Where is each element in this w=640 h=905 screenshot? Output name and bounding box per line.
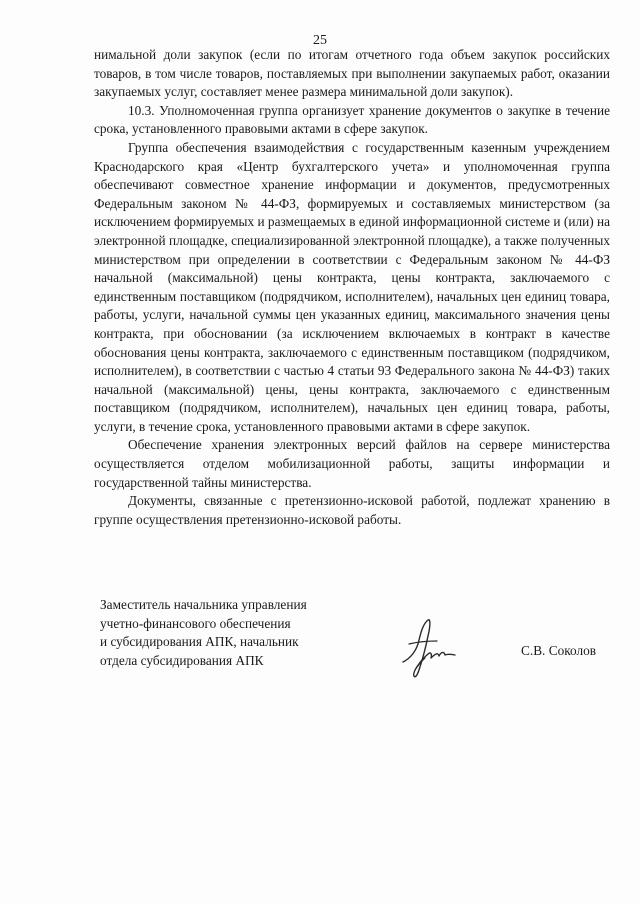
position-line: Заместитель начальника управления <box>100 597 307 612</box>
signatory-position <box>100 596 360 670</box>
paragraph-claims-documents: Документы, связанные с претензионно-исковой работой, подлежат хранению в группе осуществления претензионно-исковой работы. <box>94 493 610 527</box>
document-body <box>94 46 610 529</box>
paragraph-continuation: нимальной доли закупок (если по итогам отчетного года объем закупок российских товаров, в том числе товаров, поставляемых при выполнении закупаемых работ, оказании закупаемых услуг, составляет менее размера минимальной доли закупок). <box>94 47 610 100</box>
paragraph-joint-storage: Группа обеспечения взаимодействия с государственным казенным учреждением Краснодарского края «Центр бухгалтерского учета» и уполномоченная группа обеспечивают совместное хранение информации и документов, предусмотренных Федеральным законом № 44-ФЗ, формируемых и составляемых министерством (за исключением формируемых и размещаемых в единой информационной системе и (или) на электронной площадке, специализированной электронной площадке), а также полученных министерством при определении в соответствии с Федеральным законом № 44-ФЗ начальной (максимальной) цены контракта, цены контракта, заключаемого с единственным поставщиком (подрядчиком, исполнителем), начальных цен единиц товара, работы, услуги, начальной суммы цен указанных единиц, максимального значения цены контракта, при обосновании (за исключением включаемых в контракт в качестве обоснования цены контракта, заключаемого с единственным поставщиком (подрядчиком, исполнителем), в соответствии с частью 4 статьи 93 Федерального закона № 44-ФЗ) таких начальной (максимальной) цены, цены контракта, заключаемого с единственным поставщиком (подрядчиком, исполнителем), начальных цен единиц товара, работы, услуги, в течение срока, установленного правовыми актами в сфере закупок. <box>94 139 610 434</box>
signer-name: С.В. Соколов <box>521 643 597 658</box>
paragraph-10-3: 10.3. Уполномоченная группа организует хранение документов о закупке в течение срока, установленного правовыми актами в сфере закупок. <box>94 102 610 137</box>
position-line: отдела субсидирования АПК <box>100 652 264 668</box>
paragraph-electronic-storage: Обеспечение хранения электронных версий файлов на сервере министерства осуществляется отделом мобилизационной работы, защиты информации и государственной тайны министерства. <box>94 437 610 490</box>
position-line: учетно-финансового обеспечения <box>100 615 291 631</box>
page-number: 25 <box>313 33 327 48</box>
position-line: и субсидирования АПК, начальник <box>100 634 299 650</box>
handwritten-signature <box>395 614 465 684</box>
